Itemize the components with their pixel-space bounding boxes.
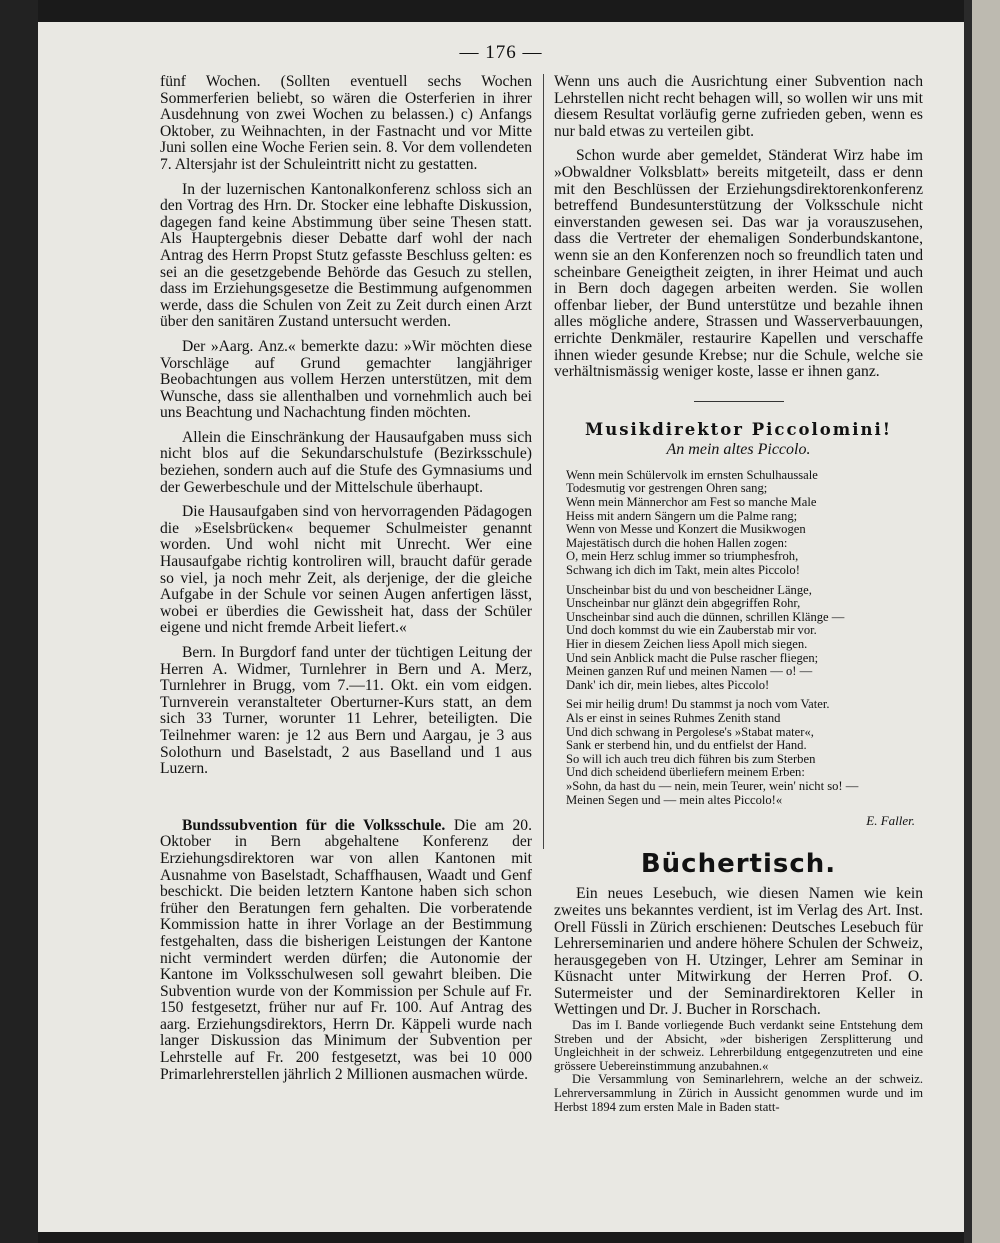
- page-number: — 176 —: [459, 42, 543, 63]
- left-paragraph-3: Der »Aarg. Anz.« bemerkte dazu: »Wir möchten diese Vorschläge auf Grund gemachter langjähriger Beobachtungen aus vollem Herzen unterstützen, mit dem Wunsche, dass sie allenthalben und vornehmlich auch bei uns Beachtung und Nachachtung finden möchten.: [160, 337, 532, 422]
- scan-next-page-edge: [972, 0, 1000, 1243]
- book-review-text: Ein neues Lesebuch, wie diesen Namen wie kein zweites uns bekanntes verdient, ist im Verlag des Art. Inst. Orell Füssli in Zürich erschienen: Deutsches Lesebuch für Lehrerseminarien und andere höhere Schulen der Schweiz, herausgegeben von H. Utzinger, Lehrer am Seminar in Küsnacht unter Mitwirkung der Herren Prof. O. Sutermeister und der Seminardirektoren Keller in Wettingen und Dr. J. Bucher in Rorschach.: [554, 885, 923, 1019]
- left-paragraph-2: In der luzernischen Kantonalkonferenz schloss sich an den Vortrag des Hrn. Dr. Stocker eine lebhafte Diskussion, dagegen fand keine Abstimmung über seine Thesen statt. Als Hauptergebnis dieser Debatte darf wohl der nach Antrag des Herrn Propst Stutz gefasste Beschluss gelten: es sei an die gesetzgebende Behörde das Gesuch zu stellen, dass im Erziehungsgesetze die Bestimmung aufgenommen werde, dass die Schulen von Zeit zu Zeit durch einen Arzt über den sanitären Zustand untersucht werden.: [160, 180, 532, 331]
- separator-rule: [694, 401, 784, 402]
- column-divider: [543, 74, 544, 849]
- poem-line: Sei mir heilig drum! Du stammst ja noch vom Vater.: [566, 697, 830, 712]
- right-paragraph-1: Wenn uns auch die Ausrichtung einer Subvention nach Lehrstellen nicht recht behagen will, so wollen wir uns mit diesem Resultat vorläufig gerne zufrieden geben, wenn es nur bald etwas zu verteilen gibt.: [554, 73, 923, 140]
- small-paragraph: Die Versammlung von Seminarlehrern, welche an der schweiz. Lehrerversammlung in Zürich in Aussicht genommen wurde und im Herbst 1894 zum ersten Male in Baden statt-: [554, 1072, 923, 1114]
- poem-line: Unscheinbar nur glänzt dein abgegriffen Rohr,: [566, 596, 801, 611]
- poem-line: Sank er sterbend hin, und du entfielst der Hand.: [566, 738, 807, 753]
- poem-line: Und sein Anblick macht die Pulse rascher fliegen;: [566, 650, 819, 665]
- book-review-small-text: [554, 1019, 923, 1114]
- poem-line: Schwang ich dich im Takt, mein altes Piccolo!: [566, 563, 800, 578]
- poem-line: Todesmutig vor gestrengen Ohren sang;: [566, 481, 768, 496]
- newspaper-page: [38, 22, 964, 1232]
- poem-line: Hier in diesem Zeichen liess Apoll mich siegen.: [566, 637, 808, 651]
- small-paragraph: Das im I. Bande vorliegende Buch verdankt seine Entstehung dem Streben und der Absicht, »der bisherigen Zersplitterung und Ungleichheit in der schweiz. Lehrerbildung entgegenzutreten und eine grössere Uebereinstimmung anzubahnen.«: [554, 1018, 923, 1073]
- poem-author: E. Faller.: [866, 813, 915, 829]
- bund-article-title: Bundssubvention für die Volksschule.: [182, 816, 446, 834]
- poem-line: Majestätisch durch die hohen Hallen zogen:: [566, 535, 788, 550]
- poem-line: Heiss mit andern Sängern um die Palme rang;: [566, 508, 798, 523]
- poem-line: Wenn mein Schülervolk im ernsten Schulhaussale: [566, 467, 818, 482]
- poem-line: Unscheinbar bist du und von bescheidner Länge,: [566, 582, 812, 597]
- left-column: [160, 74, 532, 1083]
- poem-line: Meinen Segen und — mein altes Piccolo!«: [566, 792, 783, 807]
- poem-line: Unscheinbar sind auch die dünnen, schrillen Klänge —: [566, 609, 845, 624]
- poem-line: Und doch kommst du wie ein Zauberstab mir vor.: [566, 623, 817, 638]
- poem-subtitle: An mein altes Piccolo.: [666, 441, 811, 459]
- poem-line: Als er einst in seines Ruhmes Zenith stand: [566, 710, 781, 725]
- left-paragraph-bern: Bern. In Burgdorf fand unter der tüchtigen Leitung der Herren A. Widmer, Turnlehrer in Bern und A. Merz, Turnlehrer in Brugg, vom 7.—11. Okt. ein vom eidgen. Turnverein veranstalteter Oberturner-Kurs statt, an dem sich 33 Turner, worunter 11 Lehrer, beteiligten. Die Teilnehmer waren: je 12 aus Bern und Aargau, je 3 aus Solothurn und Baselstadt, 2 aus Baselland und 1 aus Luzern.: [160, 644, 532, 778]
- poem-heading: Musikdirektor Piccolomini!: [584, 419, 893, 439]
- scan-gutter-right: [964, 0, 972, 1243]
- right-paragraph-2: Schon wurde aber gemeldet, Ständerat Wirz habe im »Obwaldner Volksblatt» bereits mitgeteilt, dass er denn mit den Beschlüssen der Erziehungsdirektorenkonferenz betreffend Bundesunterstützung der Volksschule nicht einverstanden gewesen sei. Das war ja vorauszusehen, dass die Vertreter der ehemaligen Sonderbundskantone, wenn sie an den Konferenzen noch so freundlich taten und scheinbare Geneigtheit zeigten, in ihrer Heimat und auch in Bern doch dagegen arbeiten werden. Sie wollen offenbar lieber, der Bund unterstütze und bezahle ihnen alles mögliche andere, Strassen und Wasserverbauungen, errichte Denkmäler, restaurire Kapellen und verschaffe ihnen wieder gesunde Krebse; nur die Schule, welche sie verhältnismässig weniger koste, lasse er ihnen ganz.: [554, 147, 923, 381]
- poem: [554, 469, 923, 807]
- right-column: [554, 74, 923, 1114]
- left-paragraph-5: Die Hausaufgaben sind von hervorragenden Pädagogen die »Eselsbrücken« bequemer Schulmeister genannt worden. Und wohl nicht mit Unrecht. Wer eine Hausaufgabe richtig kontroliren will, braucht dafür gerade so viel, ja noch mehr Zeit, als derjenige, der die gleiche Aufgabe in der Schule vor seinen Augen anfertigen lässt, wobei er überdies die Gewissheit hat, dass der Schüler eigene und nicht fremde Arbeit liefert.«: [160, 503, 532, 637]
- poem-line: Und dich schwang in Pergolese's »Stabat mater«,: [566, 724, 814, 739]
- poem-line: Und dich scheidend überliefern meinem Erben:: [566, 765, 805, 780]
- scan-border-left: [0, 0, 38, 1243]
- poem-line: Dank' ich dir, mein liebes, altes Piccolo!: [566, 677, 770, 692]
- left-paragraph-1: fünf Wochen. (Sollten eventuell sechs Wochen Sommerferien beliebt, so wären die Osterferien in ihrer Ausdehnung von zwei Wochen zu belassen.) c) Anfangs Oktober, zu Weihnachten, in der Fastnacht und vor Mitte Juni sollen eine Woche Ferien sein. 8. Vor dem vollendeten 7. Altersjahr ist der Schuleintritt nicht zu gestatten.: [160, 73, 532, 173]
- poem-line: »Sohn, da hast du — nein, mein Teurer, wein' nicht so! —: [566, 778, 859, 793]
- bund-article: [160, 818, 532, 1084]
- section-header-buechertisch: Büchertisch.: [640, 848, 837, 879]
- poem-line: So will ich auch treu dich führen bis zum Sterben: [566, 751, 816, 766]
- poem-line: O, mein Herz schlug immer so triumphesfroh,: [566, 549, 799, 564]
- left-paragraph-4: Allein die Einschränkung der Hausaufgaben muss sich nicht blos auf die Sekundarschulstufe (Bezirksschule) beziehen, sondern auch auf die Stufe des Gymnasiums und der Gewerbeschule und der Mittelschule überhaupt.: [160, 428, 532, 496]
- bund-article-text: Die am 20. Oktober in Bern abgehaltene Konferenz der Erziehungsdirektoren war von allen Kantonen mit Ausnahme von Baselstadt, Schaffhausen, Waadt und Genf beschickt. Die beiden letztern Kantone haben sich schon früher den Beratungen fern gehalten. Die vorberatende Kommission hatte in ihrer Vorlage an der Bestimmung festgehalten, dass die bisherigen Leistungen der Kantone nicht vermindert werden dürfen; die Autonomie der Kantone im Volksschulwesen soll gewahrt bleiben. Die Subvention wurde von der Kommission per Schule auf Fr. 150 festgesetzt, früher nur auf Fr. 100. Auf Antrag des aarg. Erziehungsdirektors, Herrn Dr. Käppeli wurde nach langer Diskussion das Minimum der Subvention per Lehrstelle auf Fr. 200 festgesetzt, was bei 10 000 Primarlehrerstellen jährlich 2 Millionen ausmachen würde.: [160, 816, 533, 1083]
- poem-line: Meinen ganzen Ruf und meinen Namen — o! —: [566, 664, 813, 679]
- poem-line: Wenn mein Männerchor am Fest so manche Male: [566, 495, 817, 510]
- poem-line: Wenn von Messe und Konzert die Musikwogen: [566, 522, 806, 537]
